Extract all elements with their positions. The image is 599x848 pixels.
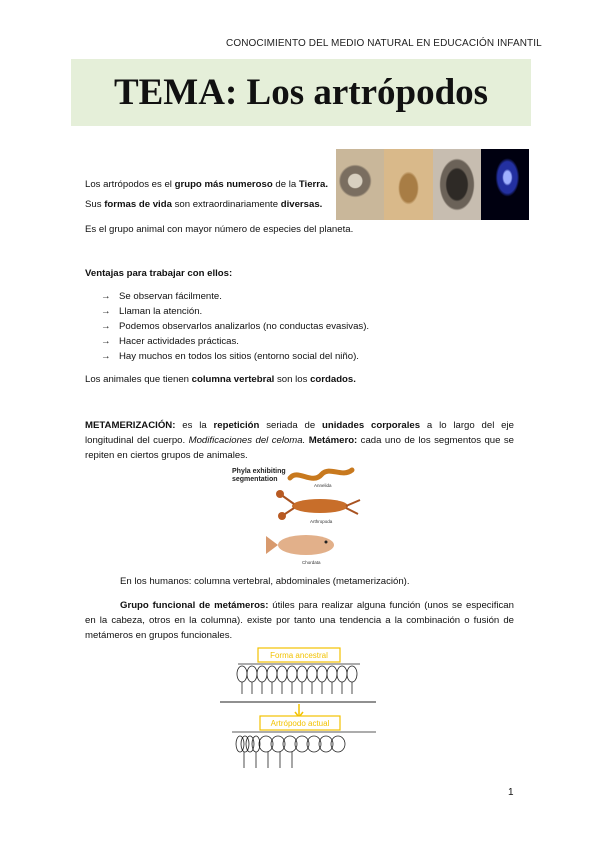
segment [297, 666, 307, 682]
figure-title-line-1: Phyla exhibiting [232, 468, 286, 475]
list-item: → Podemos observarlos analizarlos (no conductas evasivas). [101, 321, 370, 332]
list-item: → Llaman la atención. [101, 306, 203, 317]
grupo-funcional-paragraph: Grupo funcional de metámeros: útiles para realizar alguna función (unos se especifican en la cabeza, otros en la columna). existe por tanto una tendencia a la combinación o fusión de metámeros en grupos funcionales. [85, 600, 514, 641]
running-head: CONOCIMIENTO DEL MEDIO NATURAL EN EDUCACIÓN INFANTIL [226, 38, 542, 49]
label-chordata: Chordata [302, 560, 321, 565]
arrow-right-icon: → [101, 336, 111, 347]
ancestral-segments [237, 666, 357, 694]
trilobite-fossil-photo [433, 149, 481, 220]
segment [347, 666, 357, 682]
segment [317, 666, 327, 682]
metamerizacion-paragraph: METAMERIZACIÓN: es la repetición seriada de unidades corporales a lo largo del eje longitudinal del cuerpo. Modificaciones del celoma. Metámero: cada uno de los segmentos que se repiten en ciertos grupos de animales. [85, 420, 514, 461]
annelid-worm-icon [290, 470, 352, 478]
arthropod-photo-strip [336, 149, 529, 220]
arrow-right-icon: → [101, 306, 111, 317]
arrow-right-icon: → [101, 351, 111, 362]
segment [267, 666, 277, 682]
crab-photo [384, 149, 432, 220]
segment [307, 666, 317, 682]
segment [287, 666, 297, 682]
list-item: → Hay muchos en todos los sitios (entorno social del niño). [101, 351, 359, 362]
fish-icon [266, 535, 334, 555]
metamer-fusion-figure [220, 646, 380, 772]
segment [327, 666, 337, 682]
ventajas-heading: Ventajas para trabajar con ellos: [85, 268, 233, 279]
segment [237, 666, 247, 682]
current-segments [236, 736, 345, 768]
page-number: 1 [508, 787, 514, 798]
ventajas-list [101, 289, 369, 364]
arrow-right-icon: → [101, 321, 111, 332]
intro-line-3: Es el grupo animal con mayor número de especies del planeta. [85, 224, 354, 235]
intro-line-2: Sus formas de vida son extraordinariamente diversas. [85, 199, 323, 210]
spider-photo [336, 149, 384, 220]
segmentation-figure [228, 464, 374, 570]
segment [236, 736, 244, 752]
segment [247, 666, 257, 682]
list-item: → Se observan fácilmente. [101, 291, 222, 302]
arrow-right-icon: → [101, 291, 111, 302]
page-title: TEMA: Los artrópodos [113, 72, 489, 113]
krill-photo [481, 149, 529, 220]
label-annelida: Annelida [314, 483, 332, 488]
title-band [71, 59, 531, 126]
segment [337, 666, 347, 682]
label-arthropoda: Arthropoda [310, 519, 333, 524]
cordados-line: Los animales que tienen columna vertebral son los cordados. [85, 374, 356, 385]
list-item: → Hacer actividades prácticas. [101, 336, 239, 347]
humanos-line: En los humanos: columna vertebral, abdominales (metamerización). [120, 576, 410, 587]
figure-title-line-2: segmentation [232, 476, 278, 483]
label-forma-ancestral: Forma ancestral [270, 651, 328, 660]
lobster-icon [276, 490, 360, 520]
segment [257, 666, 267, 682]
label-artropodo-actual: Artrópodo actual [270, 719, 330, 728]
segment [277, 666, 287, 682]
intro-line-1: Los artrópodos es el grupo más numeroso de la Tierra. [85, 179, 328, 190]
segment [241, 736, 249, 752]
